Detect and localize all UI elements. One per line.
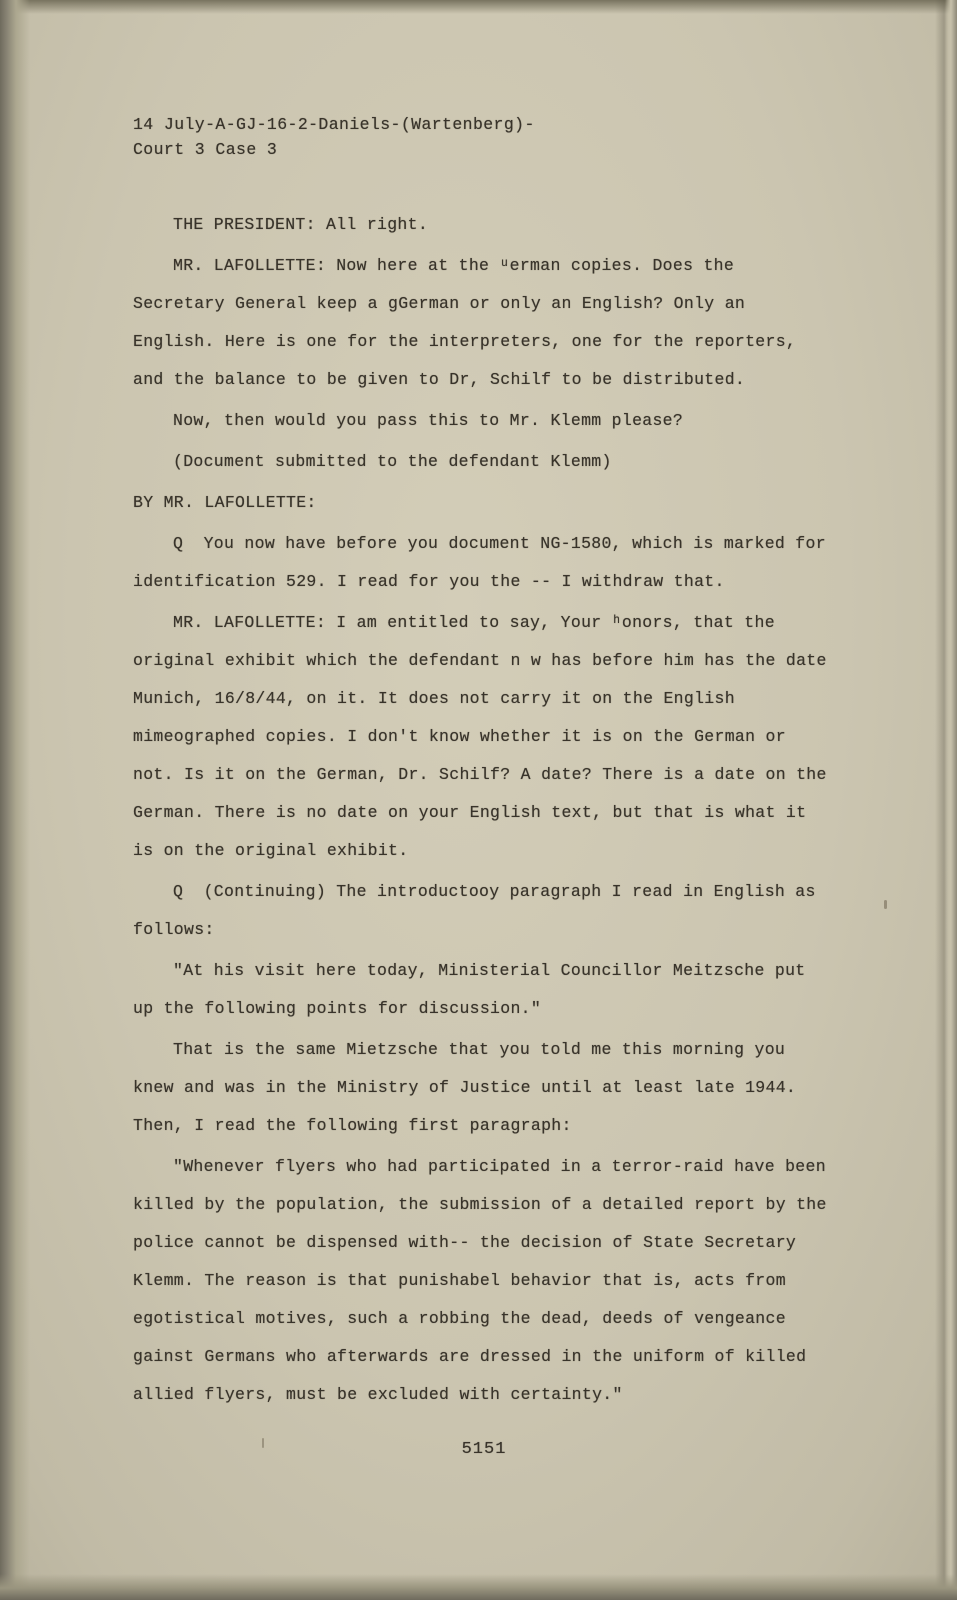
transcript-paragraph: MR. LAFOLLETTE: I am entitled to say, Your ʰonors, that the original exhibit which the defendant n w has before him has the date Munich, 16/8/44, on it. It does not carry it on the English mimeographed copies. I don't know whether it is on the German or not. Is it on the German, Dr. Schilf? A date? There is a date on the German. There is no date on your English text, but that is what it is on the original exhibit. [133,613,837,860]
transcript-paragraph: Q You now have before you document NG-1580, which is marked for identification 529. I read for you the -- I withdraw that. [133,534,837,591]
transcript-paragraph: "Whenever flyers who had participated in a terror-raid have been killed by the population, the submission of a detailed report by the police cannot be dispensed with-- the decision of State Secretary Klemm. The reason is that punishabel behavior that is, acts from egotistical motives, such a robbing the dead, deeds of vengeance gainst Germans who afterwards are dressed in the uniform of killed allied flyers, must be excluded with certainty." [133,1157,837,1404]
document-header [133,112,835,162]
scan-edge-top [0,0,957,14]
paper-blemish [884,900,887,909]
transcript-paragraph: MR. LAFOLLETTE: Now here at the ᵘerman copies. Does the Secretary General keep a gGerman or only an English? Only an English. Here is one for the interpreters, one for the reporters, and the balance to be given to Dr, Schilf to be distributed. [133,256,807,389]
transcript-paragraph: THE PRESIDENT: All right. [173,215,429,234]
transcript-paragraph: That is the same Mietzsche that you told me this morning you knew and was in the Ministry of Justice until at least late 1944. Then, I read the following first paragraph: [133,1040,807,1135]
scan-edge-left [0,0,30,1600]
transcript-paragraph: Now, then would you pass this to Mr. Klemm please? [173,411,684,430]
header-case-line: 14 July-A-GJ-16-2-Daniels-(Wartenberg)- [133,115,535,134]
page-content [133,112,835,1459]
document-body [133,206,835,1414]
transcript-paragraph: (Document submitted to the defendant Klemm) [173,452,612,471]
scan-edge-right [923,0,957,1600]
transcript-paragraph: BY MR. LAFOLLETTE: [133,493,317,512]
header-court-line: Court 3 Case 3 [133,140,278,159]
scan-edge-bottom [0,1574,957,1600]
transcript-paragraph: Q (Continuing) The introductooy paragraph I read in English as follows: [133,882,826,939]
transcript-paragraph: "At his visit here today, Ministerial Councillor Meitzsche put up the following points for discussion." [133,961,816,1018]
page-number: 5151 [461,1440,507,1459]
